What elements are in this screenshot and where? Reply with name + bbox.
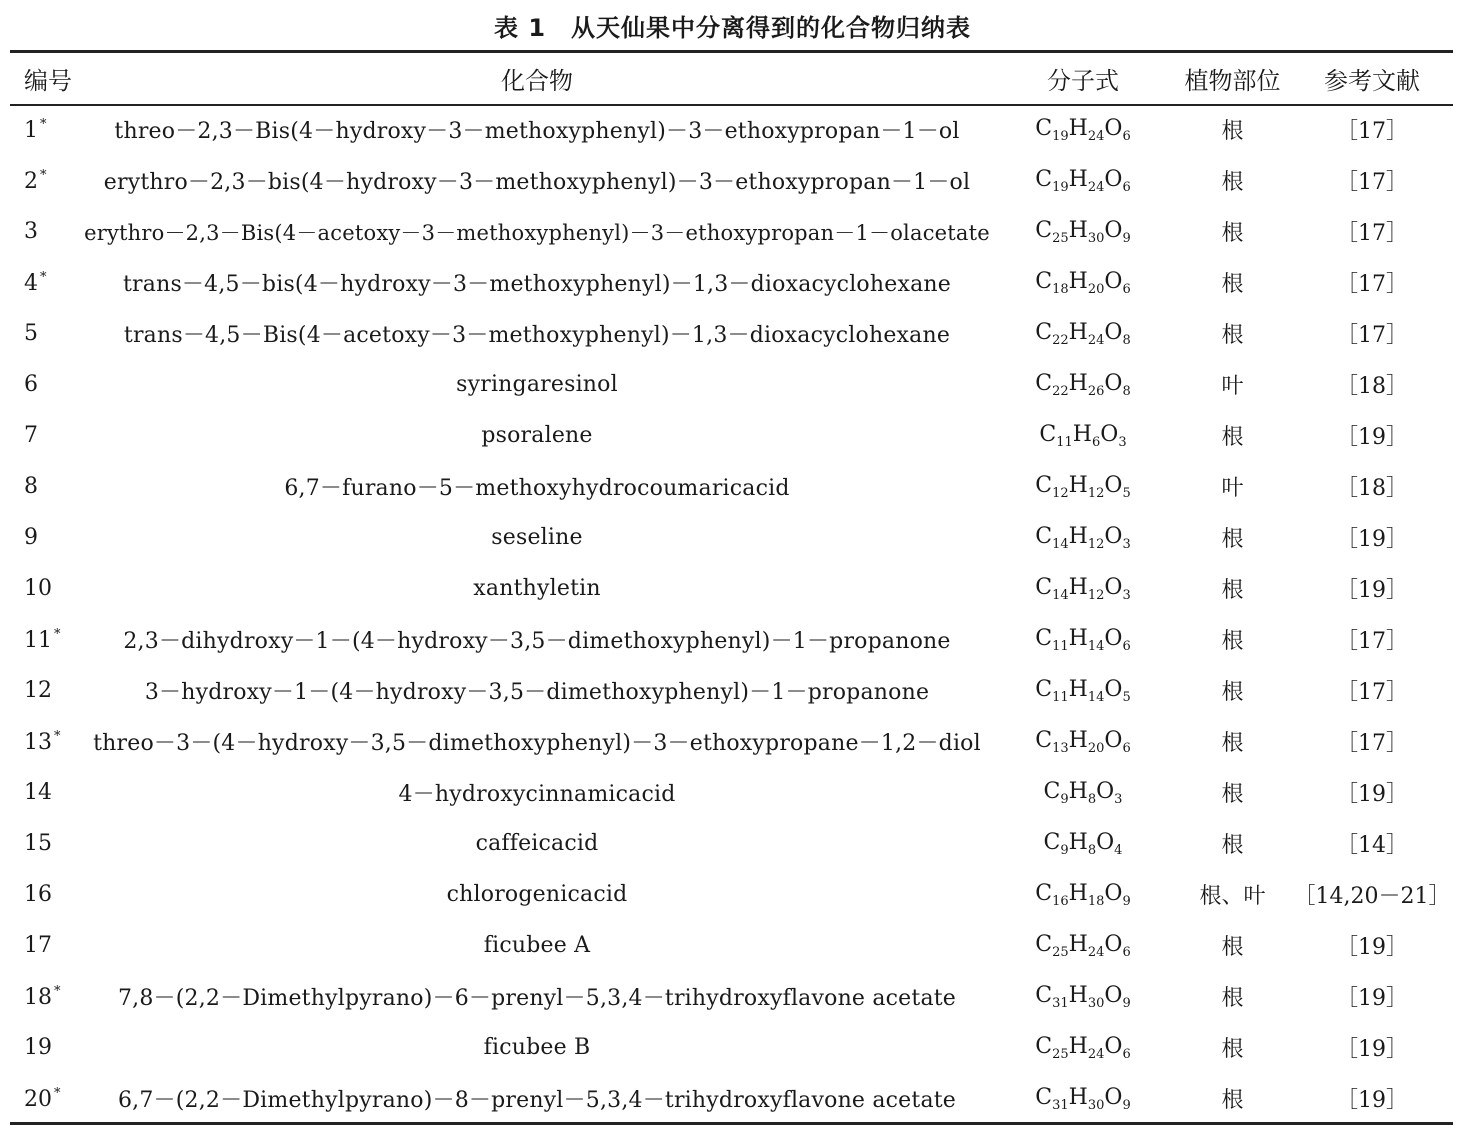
formula-count: 11 xyxy=(1052,689,1069,705)
formula-element: H xyxy=(1068,523,1088,549)
compound-number-value: 11 xyxy=(24,627,52,653)
formula-count: 26 xyxy=(1087,383,1105,399)
formula-count: 18 xyxy=(1087,893,1105,909)
formula-count: 9 xyxy=(1060,791,1069,807)
formula-element: O xyxy=(1100,421,1119,447)
table-row xyxy=(10,359,1453,410)
compound-number xyxy=(10,512,82,563)
reference: ［17］ xyxy=(1336,629,1408,654)
reference: ［19］ xyxy=(1336,782,1408,807)
compound-name: ficubee A xyxy=(483,933,591,958)
formula-count: 11 xyxy=(1052,638,1069,654)
molecular-formula xyxy=(992,665,1174,716)
formula-element: H xyxy=(1068,1033,1088,1059)
compound-number-value: 10 xyxy=(24,576,52,601)
plant-part: 根 xyxy=(1221,782,1244,807)
formula-count: 14 xyxy=(1052,536,1069,552)
plant-part: 根 xyxy=(1221,731,1244,756)
plant-part: 根 xyxy=(1221,1088,1244,1113)
table-caption: 表 1 从天仙果中分离得到的化合物归纳表 xyxy=(493,14,972,42)
compound-number xyxy=(10,920,82,971)
formula-count: 30 xyxy=(1087,230,1105,246)
formula-count: 31 xyxy=(1052,1097,1069,1113)
reference: ［14,20－21］ xyxy=(1293,884,1451,909)
formula-count: 12 xyxy=(1087,536,1105,552)
formula-element: C xyxy=(1035,625,1053,651)
plant-part: 根 xyxy=(1221,527,1244,552)
plant-part: 叶 xyxy=(1221,476,1244,501)
new-compound-mark: * xyxy=(54,728,61,744)
table-row xyxy=(10,308,1453,359)
plant-part: 根 xyxy=(1221,833,1244,858)
compound-number xyxy=(10,308,82,359)
formula-element: C xyxy=(1035,268,1053,294)
compound-number-value: 7 xyxy=(24,423,38,448)
formula-element: H xyxy=(1068,778,1088,804)
formula-count: 6 xyxy=(1122,638,1131,654)
header-ref: 参考文献 xyxy=(1324,67,1420,95)
formula-count: 6 xyxy=(1122,944,1131,960)
formula-count: 3 xyxy=(1122,536,1131,552)
formula-element: C xyxy=(1035,472,1053,498)
formula-element: O xyxy=(1104,1033,1123,1059)
formula-element: O xyxy=(1104,625,1123,651)
reference: ［17］ xyxy=(1336,170,1408,195)
compound-name: 2,3－dihydroxy－1－(4－hydroxy－3,5－dimethoxyphenyl)－1－propanone xyxy=(123,629,951,654)
compound-number-value: 8 xyxy=(24,474,38,499)
formula-element: C xyxy=(1035,166,1053,192)
reference: ［19］ xyxy=(1336,935,1408,960)
compound-number-value: 15 xyxy=(24,831,52,856)
molecular-formula xyxy=(992,971,1174,1022)
compound-name: 7,8－(2,2－Dimethylpyrano)－6－prenyl－5,3,4－trihydroxyflavone acetate xyxy=(117,986,957,1011)
reference: ［17］ xyxy=(1336,323,1408,348)
formula-element: O xyxy=(1104,319,1123,345)
compound-number xyxy=(10,359,82,410)
table-row xyxy=(10,206,1453,257)
formula-count: 8 xyxy=(1122,332,1131,348)
formula-count: 25 xyxy=(1052,230,1069,246)
formula-count: 5 xyxy=(1122,689,1131,705)
plant-part: 根 xyxy=(1221,221,1244,246)
compound-number xyxy=(10,716,82,767)
reference: ［17］ xyxy=(1336,731,1408,756)
formula-count: 19 xyxy=(1052,179,1069,195)
formula-element: H xyxy=(1068,676,1088,702)
formula-count: 9 xyxy=(1060,842,1069,858)
formula-count: 6 xyxy=(1122,740,1131,756)
plant-part: 根 xyxy=(1221,935,1244,960)
header-formula: 分子式 xyxy=(1047,67,1119,95)
formula-element: H xyxy=(1068,982,1088,1008)
new-compound-mark: * xyxy=(40,167,47,183)
reference: ［17］ xyxy=(1336,119,1408,144)
formula-element: O xyxy=(1104,268,1123,294)
plant-part: 根 xyxy=(1221,425,1244,450)
formula-count: 3 xyxy=(1114,791,1123,807)
formula-element: C xyxy=(1035,1033,1053,1059)
compound-number-value: 14 xyxy=(24,780,52,805)
table-row xyxy=(10,665,1453,716)
formula-count: 24 xyxy=(1087,944,1105,960)
table-row xyxy=(10,410,1453,461)
header-compound: 化合物 xyxy=(501,67,573,95)
reference: ［17］ xyxy=(1336,221,1408,246)
molecular-formula xyxy=(992,716,1174,767)
formula-element: O xyxy=(1104,217,1123,243)
formula-element: H xyxy=(1068,217,1088,243)
formula-element: O xyxy=(1096,829,1115,855)
compound-name: threo－2,3－Bis(4－hydroxy－3－methoxyphenyl)－3－ethoxypropan－1－ol xyxy=(114,119,960,144)
formula-element: H xyxy=(1068,931,1088,957)
formula-count: 24 xyxy=(1087,128,1105,144)
reference: ［17］ xyxy=(1336,680,1408,705)
formula-element: H xyxy=(1068,268,1088,294)
formula-count: 20 xyxy=(1087,281,1105,297)
compound-number-value: 1 xyxy=(24,117,38,143)
table-row xyxy=(10,1022,1453,1073)
header-row xyxy=(10,53,1453,104)
formula-count: 12 xyxy=(1052,485,1069,501)
plant-part: 根 xyxy=(1221,170,1244,195)
formula-element: O xyxy=(1104,166,1123,192)
molecular-formula xyxy=(992,563,1174,614)
formula-element: H xyxy=(1068,472,1088,498)
formula-count: 18 xyxy=(1052,281,1069,297)
formula-element: O xyxy=(1104,676,1123,702)
plant-part: 根 xyxy=(1221,323,1244,348)
compound-number xyxy=(10,410,82,461)
formula-count: 6 xyxy=(1122,281,1131,297)
table-row xyxy=(10,1073,1453,1124)
formula-count: 6 xyxy=(1091,434,1101,450)
compound-name: ficubee B xyxy=(483,1035,591,1060)
formula-count: 19 xyxy=(1052,128,1069,144)
table-row xyxy=(10,869,1453,920)
compound-table xyxy=(10,53,1453,1124)
molecular-formula xyxy=(992,257,1174,308)
formula-count: 30 xyxy=(1087,1097,1105,1113)
formula-count: 31 xyxy=(1052,995,1069,1011)
compound-number xyxy=(10,206,82,257)
compound-number-value: 2 xyxy=(24,168,38,194)
formula-count: 9 xyxy=(1122,995,1131,1011)
molecular-formula xyxy=(992,1022,1174,1073)
plant-part: 根 xyxy=(1221,1037,1244,1062)
plant-part: 根 xyxy=(1221,578,1244,603)
table-row xyxy=(10,104,1453,155)
table-body xyxy=(10,104,1453,1124)
formula-element: O xyxy=(1104,1084,1123,1110)
compound-name: syringaresinol xyxy=(456,372,618,397)
formula-count: 12 xyxy=(1087,485,1105,501)
reference: ［14］ xyxy=(1336,833,1408,858)
compound-name: psoralene xyxy=(481,423,593,448)
formula-element: C xyxy=(1035,217,1053,243)
formula-count: 4 xyxy=(1114,842,1123,858)
table-row xyxy=(10,614,1453,665)
formula-count: 22 xyxy=(1052,383,1069,399)
compound-number xyxy=(10,1073,82,1124)
compound-number xyxy=(10,665,82,716)
formula-element: O xyxy=(1104,370,1123,396)
formula-count: 8 xyxy=(1122,383,1131,399)
table-row xyxy=(10,461,1453,512)
reference: ［19］ xyxy=(1336,986,1408,1011)
formula-element: C xyxy=(1035,880,1053,906)
formula-count: 13 xyxy=(1052,740,1069,756)
new-compound-mark: * xyxy=(54,626,61,642)
reference: ［19］ xyxy=(1336,1088,1408,1113)
reference: ［19］ xyxy=(1336,425,1408,450)
formula-count: 24 xyxy=(1087,332,1105,348)
table-row xyxy=(10,257,1453,308)
compound-number-value: 3 xyxy=(24,219,38,244)
formula-element: O xyxy=(1104,931,1123,957)
compound-number xyxy=(10,155,82,206)
formula-count: 30 xyxy=(1087,995,1105,1011)
formula-count: 12 xyxy=(1087,587,1105,603)
compound-number xyxy=(10,461,82,512)
compound-number-value: 19 xyxy=(24,1035,52,1060)
reference: ［19］ xyxy=(1336,578,1408,603)
reference: ［19］ xyxy=(1336,1037,1408,1062)
formula-element: O xyxy=(1104,115,1123,141)
compound-name: 4－hydroxycinnamicacid xyxy=(398,782,676,807)
formula-count: 9 xyxy=(1122,230,1131,246)
formula-element: O xyxy=(1104,982,1123,1008)
formula-element: C xyxy=(1035,676,1053,702)
molecular-formula xyxy=(992,920,1174,971)
table-row xyxy=(10,155,1453,206)
formula-count: 22 xyxy=(1052,332,1069,348)
formula-element: C xyxy=(1035,1084,1053,1110)
formula-element: O xyxy=(1096,778,1115,804)
formula-count: 11 xyxy=(1056,434,1073,450)
compound-number-value: 20 xyxy=(24,1086,52,1112)
compound-name: xanthyletin xyxy=(473,576,601,601)
formula-element: C xyxy=(1035,319,1053,345)
formula-count: 8 xyxy=(1087,791,1097,807)
table-row xyxy=(10,971,1453,1022)
formula-element: C xyxy=(1035,982,1053,1008)
formula-element: H xyxy=(1068,574,1088,600)
compound-name: erythro－2,3－bis(4－hydroxy－3－methoxyphenyl)－3－ethoxypropan－1－ol xyxy=(103,170,971,195)
formula-element: H xyxy=(1068,370,1088,396)
compound-name: seseline xyxy=(491,525,583,550)
formula-count: 24 xyxy=(1087,1046,1105,1062)
molecular-formula xyxy=(992,206,1174,257)
compound-number-value: 17 xyxy=(24,933,52,958)
plant-part: 叶 xyxy=(1221,374,1244,399)
reference: ［18］ xyxy=(1336,476,1408,501)
molecular-formula xyxy=(992,155,1174,206)
formula-element: H xyxy=(1068,880,1088,906)
formula-element: O xyxy=(1104,472,1123,498)
formula-element: C xyxy=(1035,115,1053,141)
compound-name: chlorogenicacid xyxy=(446,882,628,907)
formula-element: C xyxy=(1043,829,1061,855)
compound-name: erythro－2,3－Bis(4－acetoxy－3－methoxyphenyl)－3－ethoxypropan－1－olacetate xyxy=(84,220,990,245)
formula-element: O xyxy=(1104,727,1123,753)
formula-element: C xyxy=(1035,574,1053,600)
new-compound-mark: * xyxy=(40,116,47,132)
compound-number-value: 12 xyxy=(24,678,52,703)
formula-count: 3 xyxy=(1122,587,1131,603)
molecular-formula xyxy=(992,767,1174,818)
plant-part: 根 xyxy=(1221,119,1244,144)
formula-element: C xyxy=(1043,778,1061,804)
formula-element: H xyxy=(1068,625,1088,651)
molecular-formula xyxy=(992,104,1174,155)
formula-element: H xyxy=(1068,115,1088,141)
new-compound-mark: * xyxy=(54,1085,61,1101)
formula-element: H xyxy=(1068,319,1088,345)
formula-count: 9 xyxy=(1122,1097,1131,1113)
table-row xyxy=(10,512,1453,563)
formula-count: 24 xyxy=(1087,179,1105,195)
formula-element: C xyxy=(1035,523,1053,549)
table-row xyxy=(10,920,1453,971)
reference: ［17］ xyxy=(1336,272,1408,297)
formula-count: 14 xyxy=(1052,587,1069,603)
formula-count: 6 xyxy=(1122,179,1131,195)
formula-count: 25 xyxy=(1052,944,1069,960)
table-row xyxy=(10,818,1453,869)
formula-count: 9 xyxy=(1122,893,1131,909)
formula-count: 14 xyxy=(1087,638,1105,654)
formula-count: 20 xyxy=(1087,740,1105,756)
table-row xyxy=(10,716,1453,767)
formula-count: 25 xyxy=(1052,1046,1069,1062)
compound-number xyxy=(10,767,82,818)
compound-number xyxy=(10,563,82,614)
formula-element: H xyxy=(1068,1084,1088,1110)
compound-number xyxy=(10,257,82,308)
plant-part: 根 xyxy=(1221,986,1244,1011)
compound-name: 3－hydroxy－1－(4－hydroxy－3,5－dimethoxyphenyl)－1－propanone xyxy=(144,680,930,705)
compound-name: trans－4,5－Bis(4－acetoxy－3－methoxyphenyl)－1,3－dioxacyclohexane xyxy=(123,323,951,348)
formula-element: O xyxy=(1104,523,1123,549)
molecular-formula xyxy=(992,308,1174,359)
molecular-formula xyxy=(992,359,1174,410)
plant-part: 根 xyxy=(1221,272,1244,297)
formula-element: C xyxy=(1035,370,1053,396)
compound-number-value: 9 xyxy=(24,525,38,550)
compound-number-value: 6 xyxy=(24,372,38,397)
plant-part: 根 xyxy=(1221,680,1244,705)
compound-number xyxy=(10,869,82,920)
new-compound-mark: * xyxy=(54,983,61,999)
reference: ［19］ xyxy=(1336,527,1408,552)
compound-name: 6,7－(2,2－Dimethylpyrano)－8－prenyl－5,3,4－trihydroxyflavone acetate xyxy=(117,1088,957,1113)
molecular-formula xyxy=(992,410,1174,461)
compound-number-value: 4 xyxy=(24,270,38,296)
formula-element: O xyxy=(1104,880,1123,906)
formula-element: C xyxy=(1035,931,1053,957)
compound-number xyxy=(10,1022,82,1073)
formula-element: O xyxy=(1104,574,1123,600)
formula-count: 14 xyxy=(1087,689,1105,705)
formula-count: 3 xyxy=(1118,434,1127,450)
formula-count: 16 xyxy=(1052,893,1069,909)
formula-count: 6 xyxy=(1122,128,1131,144)
compound-name: threo－3－(4－hydroxy－3,5－dimethoxyphenyl)－3－ethoxypropane－1,2－diol xyxy=(93,731,981,756)
formula-count: 6 xyxy=(1122,1046,1131,1062)
compound-number xyxy=(10,104,82,155)
plant-part: 根 xyxy=(1221,629,1244,654)
compound-number-value: 18 xyxy=(24,984,52,1010)
compound-name: caffeicacid xyxy=(475,831,599,856)
formula-element: H xyxy=(1072,421,1092,447)
compound-name: trans－4,5－bis(4－hydroxy－3－methoxyphenyl)－1,3－dioxacyclohexane xyxy=(123,272,951,297)
plant-part: 根、叶 xyxy=(1199,884,1266,909)
formula-element: C xyxy=(1039,421,1057,447)
reference: ［18］ xyxy=(1336,374,1408,399)
molecular-formula xyxy=(992,512,1174,563)
formula-element: H xyxy=(1068,166,1088,192)
header-part: 植物部位 xyxy=(1184,67,1281,95)
molecular-formula xyxy=(992,614,1174,665)
table-row xyxy=(10,767,1453,818)
header-no: 编号 xyxy=(24,67,72,95)
compound-number xyxy=(10,614,82,665)
table-row xyxy=(10,563,1453,614)
molecular-formula xyxy=(992,1073,1174,1124)
formula-count: 8 xyxy=(1087,842,1097,858)
formula-element: H xyxy=(1068,727,1088,753)
compound-number xyxy=(10,818,82,869)
molecular-formula xyxy=(992,818,1174,869)
compound-number-value: 16 xyxy=(24,882,52,907)
formula-element: H xyxy=(1068,829,1088,855)
new-compound-mark: * xyxy=(40,269,47,285)
formula-count: 5 xyxy=(1122,485,1131,501)
molecular-formula xyxy=(992,869,1174,920)
compound-number-value: 13 xyxy=(24,729,52,755)
formula-element: C xyxy=(1035,727,1053,753)
compound-name: 6,7－furano－5－methoxyhydrocoumaricacid xyxy=(284,476,790,501)
compound-number-value: 5 xyxy=(24,321,38,346)
compound-number xyxy=(10,971,82,1022)
molecular-formula xyxy=(992,461,1174,512)
